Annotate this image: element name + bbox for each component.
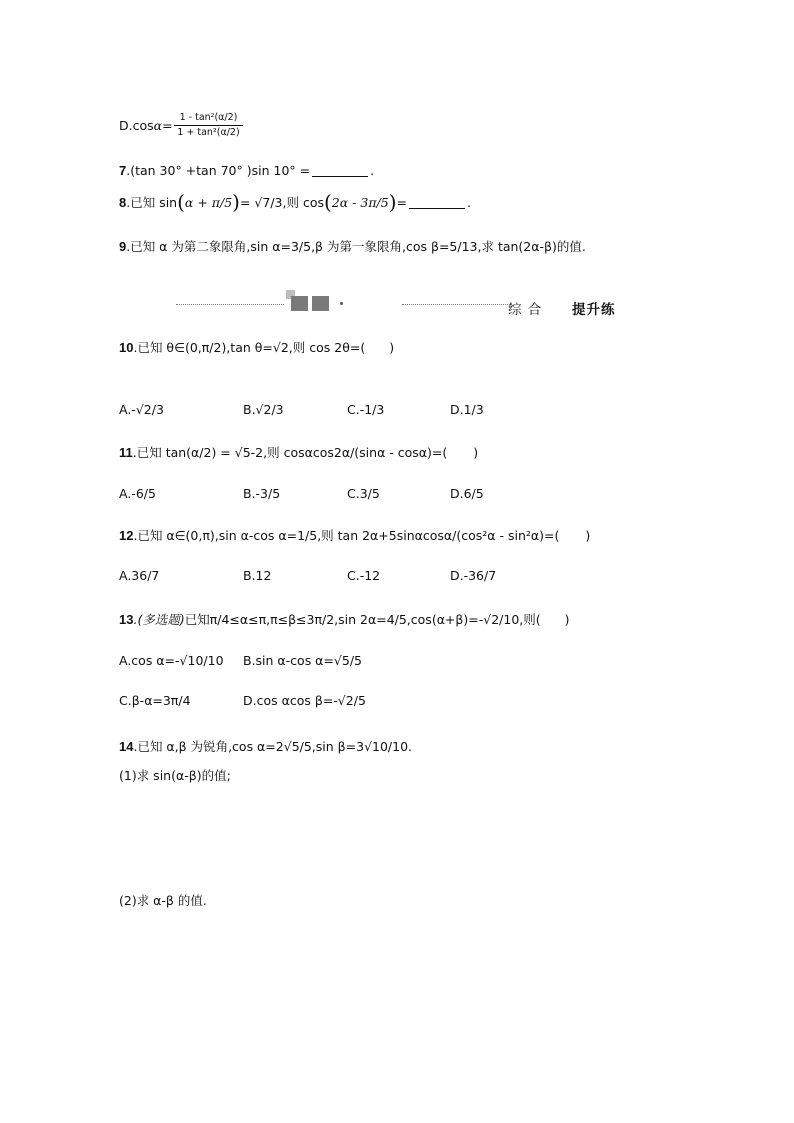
q7-answer-blank[interactable] <box>312 164 368 177</box>
q12-option-b[interactable]: B.12 <box>243 568 272 583</box>
q14-part-2-answer-area[interactable] <box>119 912 679 1062</box>
q14-part-2: (2)求 α-β 的值. <box>119 893 207 908</box>
q12-close: ) <box>585 527 591 543</box>
section-divider-right <box>402 304 512 305</box>
q13-option-a[interactable]: A.cos α=-√10/10 <box>119 653 224 668</box>
q6d-fraction <box>174 113 244 139</box>
q8-paren-close-2: ) <box>388 190 397 214</box>
section-mark-a <box>291 296 308 311</box>
q13-option-c[interactable]: C.β-α=3π/4 <box>119 693 191 708</box>
q11-close: ) <box>473 444 479 460</box>
q7-end: . <box>370 163 375 178</box>
q11-option-d[interactable]: D.6/5 <box>450 486 484 501</box>
q8-arg1: α + π/5 <box>184 194 233 210</box>
q10-number: 10 <box>119 339 134 355</box>
q8-paren-open-1: ( <box>177 190 185 214</box>
q8-tail: . <box>467 194 471 210</box>
q6d-var: α <box>153 118 163 134</box>
question-13 <box>119 610 570 628</box>
q10-option-d[interactable]: D.1/3 <box>450 402 484 417</box>
q8-arg2: 2α - 3π/5 <box>331 194 389 210</box>
q10-option-b[interactable]: B.√2/3 <box>243 402 284 417</box>
q8-paren-close-1: ) <box>232 190 240 214</box>
q9-number: 9 <box>119 238 127 254</box>
q13-text: 已知π/4≤α≤π,π≤β≤3π/2,sin 2α=4/5,cos(α+β)=-√2/10,则( <box>184 612 541 627</box>
q13-option-b[interactable]: B.sin α-cos α=√5/5 <box>243 653 362 668</box>
q6d-label: D.cos <box>119 118 154 134</box>
section-mark-b <box>312 296 329 311</box>
q14-part-1-answer-area[interactable] <box>119 786 679 886</box>
q10-text: .已知 θ∈(0,π/2),tan θ=√2,则 cos 2θ=( <box>133 340 366 355</box>
section-title-right: 提升练 <box>572 302 616 318</box>
question-12 <box>119 526 590 544</box>
q12-number: 12 <box>119 527 134 543</box>
q12-option-d[interactable]: D.-36/7 <box>450 568 497 583</box>
q6d-denominator: 1 + tan²(α/2) <box>177 127 240 139</box>
q11-option-b[interactable]: B.-3/5 <box>243 486 281 501</box>
question-14 <box>119 737 412 755</box>
q9-text: .已知 α 为第二象限角,sin α=3/5,β 为第一象限角,cos β=5/13,求 tan(2α-β)的值. <box>126 239 586 254</box>
question-7 <box>119 163 374 178</box>
q7-text: .(tan 30° +tan 70° )sin 10° = <box>126 163 311 178</box>
q10-option-c[interactable]: C.-1/3 <box>347 402 385 417</box>
question-11 <box>119 443 478 461</box>
q14-number: 14 <box>119 738 134 754</box>
q8-end: = <box>396 194 407 210</box>
q6-option-d <box>119 113 244 139</box>
section-dot <box>340 302 343 305</box>
q11-text: .已知 tan(α/2) = √5-2,则 cosαcos2α/(sinα - cosα)=( <box>132 445 448 460</box>
q14-text: .已知 α,β 为锐角,cos α=2√5/5,sin β=3√10/10. <box>133 739 413 754</box>
q12-option-c[interactable]: C.-12 <box>347 568 381 583</box>
q12-text: .已知 α∈(0,π),sin α-cos α=1/5,则 tan 2α+5sinαcosα/(cos²α - sin²α)=( <box>133 528 560 543</box>
q8-eq: = √7/3,则 cos <box>239 195 324 210</box>
q13-tag: .(多选题) <box>133 612 185 627</box>
q11-number: 11 <box>119 444 133 460</box>
q10-close: ) <box>389 339 395 355</box>
question-8 <box>119 192 471 212</box>
q6d-eq: = <box>162 118 173 134</box>
q8-paren-open-2: ( <box>323 190 332 214</box>
q7-number: 7 <box>119 163 127 178</box>
q14-part-1: (1)求 sin(α-β)的值; <box>119 768 231 783</box>
q11-option-c[interactable]: C.3/5 <box>347 486 380 501</box>
q12-option-a[interactable]: A.36/7 <box>119 568 160 583</box>
q13-number: 13 <box>119 611 134 627</box>
section-title-left: 综 合 <box>508 302 543 318</box>
q8-answer-blank[interactable] <box>409 196 465 209</box>
q11-option-a[interactable]: A.-6/5 <box>119 486 156 501</box>
q8-text: .已知 sin <box>126 195 178 210</box>
q13-option-d[interactable]: D.cos αcos β=-√2/5 <box>243 693 366 708</box>
section-divider-left <box>176 304 284 305</box>
q13-close: ) <box>564 611 570 627</box>
q10-option-a[interactable]: A.-√2/3 <box>119 402 164 417</box>
question-9 <box>119 237 586 255</box>
question-10 <box>119 338 394 356</box>
q6d-numerator: 1 - tan²(α/2) <box>174 113 244 126</box>
q8-number: 8 <box>119 194 127 210</box>
